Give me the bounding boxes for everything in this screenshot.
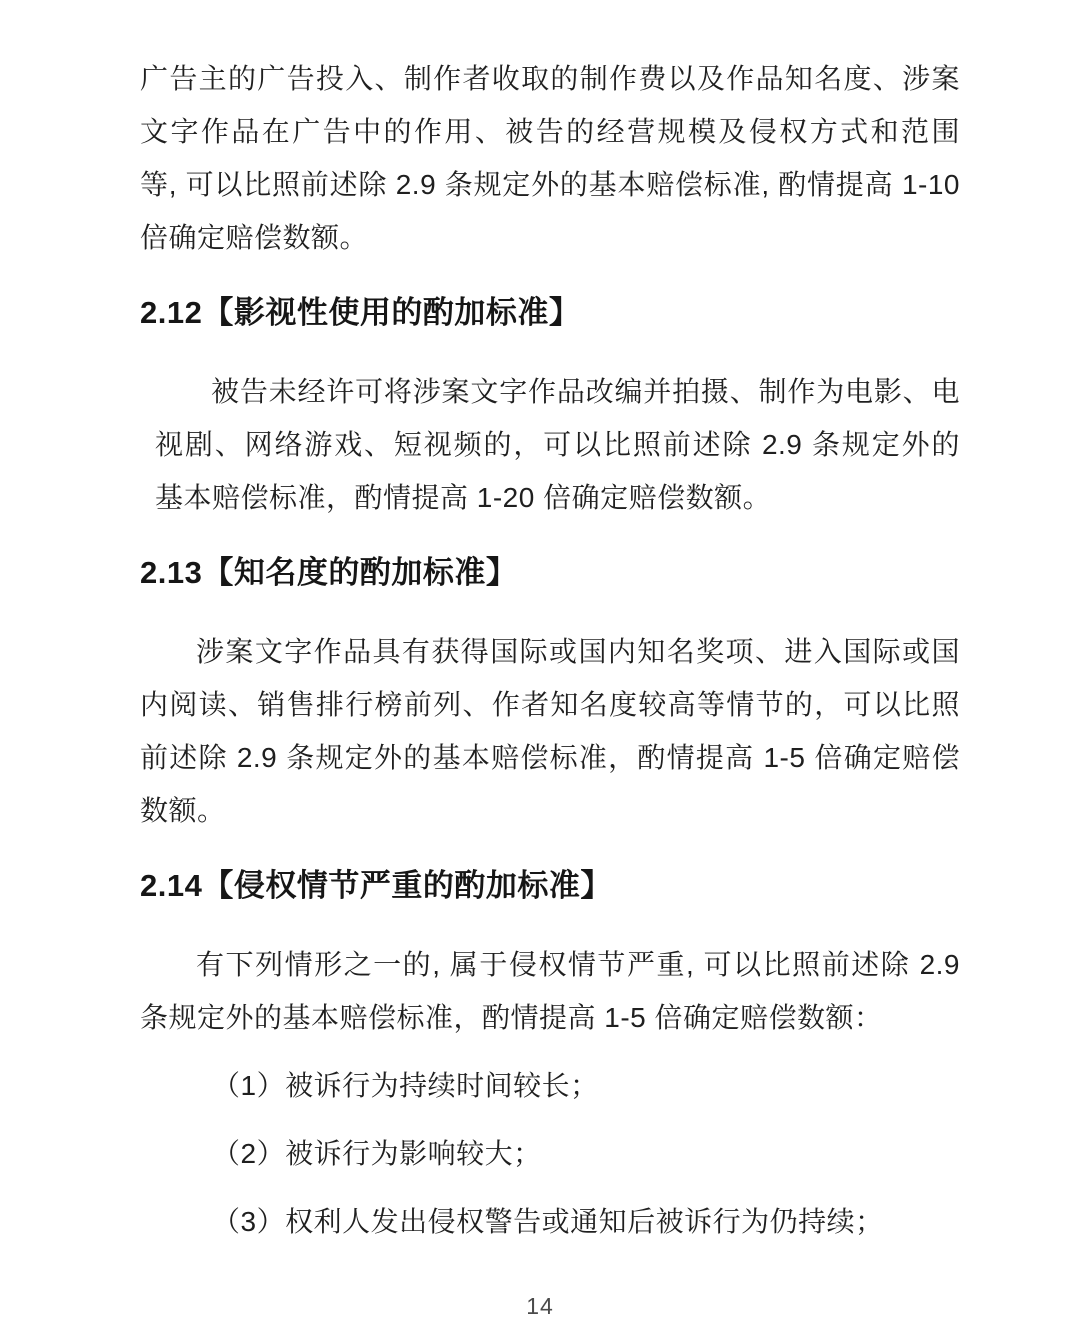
list-item: （1）被诉行为持续时间较长； bbox=[212, 1070, 599, 1101]
paragraph bbox=[140, 52, 960, 264]
text-line: 有下列情形之一的, 属于侵权情节严重, 可以比照前述除 2.9 bbox=[196, 949, 960, 980]
text-line: 等, 可以比照前述除 2.9 条规定外的基本赔偿标准, 酌情提高 1-10 bbox=[140, 169, 960, 200]
text-line: 条规定外的基本赔偿标准，酌情提高 1-5 倍确定赔偿数额： bbox=[140, 1002, 883, 1033]
text-line: 基本赔偿标准，酌情提高 1-20 倍确定赔偿数额。 bbox=[155, 482, 772, 513]
text-line: 前述除 2.9 条规定外的基本赔偿标准，酌情提高 1-5 倍确定赔偿 bbox=[140, 742, 960, 773]
text-line: 被告未经许可将涉案文字作品改编并拍摄、制作为电影、电 bbox=[211, 376, 960, 407]
paragraph bbox=[140, 625, 960, 837]
text-line: 涉案文字作品具有获得国际或国内知名奖项、进入国际或国 bbox=[196, 636, 960, 667]
document-blocks bbox=[140, 52, 960, 1248]
page-footer bbox=[0, 1293, 1080, 1320]
page-number: 14 bbox=[526, 1293, 554, 1319]
text-line: 内阅读、销售排行榜前列、作者知名度较高等情节的，可以比照 bbox=[140, 689, 960, 720]
text-line: 文字作品在广告中的作用、被告的经营规模及侵权方式和范围 bbox=[140, 116, 960, 147]
list-item: （3）权利人发出侵权警告或通知后被诉行为仍持续； bbox=[212, 1206, 884, 1237]
text-line: 视剧、网络游戏、短视频的，可以比照前述除 2.9 条规定外的 bbox=[155, 429, 960, 460]
text-line: 数额。 bbox=[140, 795, 226, 826]
section-heading: 2.12【影视性使用的酌加标准】 bbox=[140, 295, 581, 330]
text-line: 倍确定赔偿数额。 bbox=[140, 222, 369, 253]
section-heading: 2.13【知名度的酌加标准】 bbox=[140, 555, 518, 590]
paragraph bbox=[140, 365, 960, 524]
list-item: （2）被诉行为影响较大； bbox=[212, 1138, 542, 1169]
paragraph bbox=[140, 938, 960, 1044]
text-line: 广告主的广告投入、制作者收取的制作费以及作品知名度、涉案 bbox=[140, 63, 960, 94]
section-heading: 2.14【侵权情节严重的酌加标准】 bbox=[140, 868, 612, 903]
